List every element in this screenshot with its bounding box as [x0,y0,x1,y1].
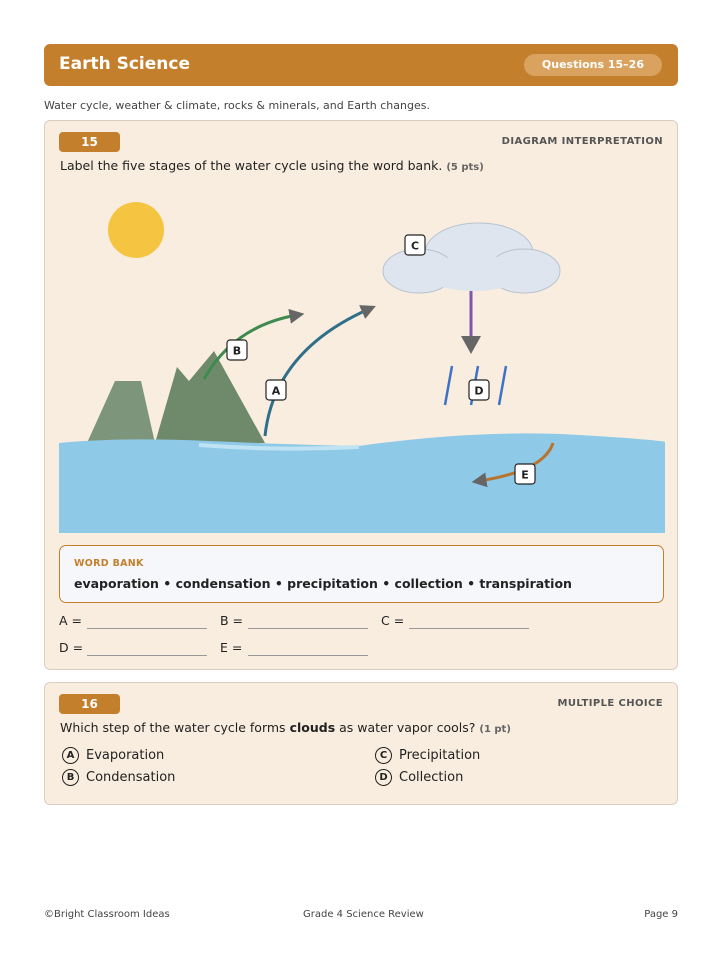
answer-blank-c [381,613,404,628]
choice-letter-d: D [375,769,392,786]
prompt-text: as water vapor cools? [339,720,476,735]
svg-text:D: D [474,384,484,398]
answer-line[interactable] [87,628,207,629]
footer-title: Grade 4 Science Review [303,909,424,920]
choice-letter-a: A [62,747,79,764]
answer-blank-a [59,613,82,628]
choice-d[interactable] [375,769,463,786]
answer-blank-e [220,640,242,655]
arrow-head [461,336,481,354]
label-box-c [405,235,425,255]
word-bank [59,545,664,603]
footer-copyright: ©Bright Classroom Ideas [44,909,170,920]
answer-line[interactable] [248,655,368,656]
rain-line [445,366,452,405]
cloud-icon [383,223,560,293]
question-15-card [44,120,678,670]
blank-label: E = [220,640,243,655]
sun-icon [108,202,164,258]
choice-text: Precipitation [399,748,481,763]
svg-text:B: B [232,344,242,358]
points-label: (1 pt) [479,724,511,735]
footer-page-number: Page 9 [644,909,678,920]
choice-text: Collection [399,770,464,785]
blank-label: C = [381,613,405,628]
water-cycle-diagram [59,191,665,533]
rain-line [499,366,506,405]
svg-text:C: C [410,239,420,253]
choice-letter-b: B [62,769,79,786]
label-box-e [515,464,535,484]
points-label: (5 pts) [446,162,484,173]
section-header [44,44,678,86]
label-box-a [266,380,286,400]
water-body [59,433,665,533]
blank-label: B = [220,613,244,628]
blank-label: D = [59,640,84,655]
blank-label: A = [59,613,82,628]
choice-c[interactable] [375,747,480,764]
word-bank-title: WORD BANK [74,558,144,569]
question-number: 15 [59,132,120,152]
choice-a[interactable] [62,747,164,764]
choice-letter-c: C [375,747,392,764]
answer-line[interactable] [409,628,529,629]
arrow-evaporation [265,309,369,436]
question-number: 16 [59,694,120,714]
section-subtitle: Water cycle, weather & climate, rocks & minerals, and Earth changes. [44,99,430,112]
prompt-text: Label the five stages of the water cycle using the word bank. [60,158,443,173]
question-type: DIAGRAM INTERPRETATION [501,136,663,147]
answer-blank-b [220,613,243,628]
answer-blank-d [59,640,83,655]
question-type: MULTIPLE CHOICE [557,698,663,709]
mountain-icon [155,351,265,443]
answer-line[interactable] [87,655,207,656]
question-16-card [44,682,678,805]
answer-line[interactable] [248,628,368,629]
prompt-text: Which step of the water cycle forms [60,720,286,735]
question-prompt [60,720,511,735]
word-bank-words: evaporation • condensation • precipitation • collection • transpiration [74,576,572,591]
label-box-b [227,340,247,360]
question-range-badge: Questions 15–26 [524,54,662,76]
question-prompt [60,158,484,173]
choice-text: Condensation [86,770,176,785]
svg-text:E: E [521,468,529,482]
section-title: Earth Science [59,54,191,74]
prompt-keyword: clouds [289,720,336,735]
label-box-d [469,380,489,400]
mountain-icon [87,381,155,443]
choice-text: Evaporation [86,748,165,763]
choice-b[interactable] [62,769,175,786]
svg-text:A: A [271,384,281,398]
